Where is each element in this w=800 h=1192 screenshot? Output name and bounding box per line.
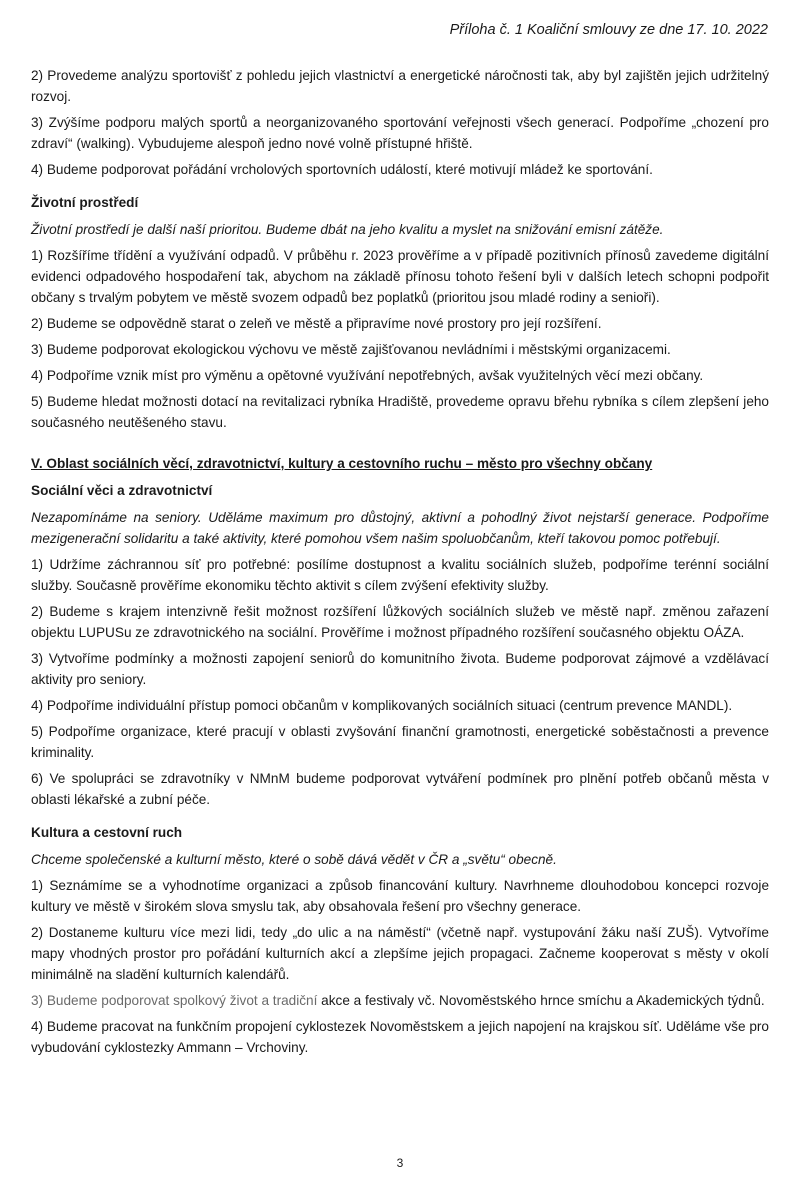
document-body <box>31 65 769 1063</box>
social-intro: Nezapomínáme na seniory. Uděláme maximum pro důstojný, aktivní a pohodlný život nejstarší generace. Podpoříme mezigenerační solidaritu a také aktivity, které pomohou všem našim spoluobčanům, kteří takovou pomoc potřebují. <box>31 510 769 546</box>
social-item-3: 3) Vytvoříme podmínky a možnosti zapojení seniorů do komunitního života. Budeme podporovat zájmové a vzdělávací aktivity pro seniory. <box>31 651 769 687</box>
culture-heading: Kultura a cestovní ruch <box>31 825 183 840</box>
sport-item-4: 4) Budeme podporovat pořádání vrcholových sportovních událostí, které motivují mládež ke sportování. <box>31 162 653 177</box>
culture-item-3-gray-text: 3) Budeme podporovat spolkový život a tradiční <box>31 993 318 1008</box>
social-heading: Sociální věci a zdravotnictví <box>31 483 213 498</box>
section-title: V. Oblast sociálních věcí, zdravotnictví, kultury a cestovního ruchu – město pro všechny občany <box>31 456 653 471</box>
env-item-4: 4) Podpoříme vznik míst pro výměnu a opětovné využívání nepotřebných, avšak využitelných věcí mezi občany. <box>31 368 704 383</box>
social-item-2: 2) Budeme s krajem intenzivně řešit možnost rozšíření lůžkových sociálních služeb ve městě např. změnou zařazení objektu LUPUSu ze zdravotnického na sociální. Prověříme i možnost případného rozšíření současného objektu OÁZA. <box>31 604 769 640</box>
culture-intro: Chceme společenské a kulturní město, které o sobě dává vědět v ČR a „světu“ obecně. <box>31 852 557 867</box>
env-item-1: 1) Rozšíříme třídění a využívání odpadů. V průběhu r. 2023 prověříme a v případě pozitivních přínosů zavedeme digitální evidenci odpadového hospodaření tak, abychom na základě přínosu tohoto řešení byli v dalších letech schopni podpořit občany s trvalým pobytem ve městě svozem odpadů bez poplatků (prioritou jsou mladé rodiny a senioři). <box>31 248 769 305</box>
sport-item-3: 3) Zvýšíme podporu malých sportů a neorganizovaného sportování veřejnosti všech generací. Podpoříme „chození pro zdraví“ (walking). Vybudujeme alespoň jedno nové volně přístupné hřiště. <box>31 115 769 151</box>
env-item-2: 2) Budeme se odpovědně starat o zeleň ve městě a připravíme nové prostory pro její rozšíření. <box>31 316 602 331</box>
env-heading: Životní prostředí <box>31 195 139 210</box>
social-item-5: 5) Podpoříme organizace, které pracují v oblasti zvyšování finanční gramotnosti, energetické soběstačnosti a prevence kriminality. <box>31 724 769 760</box>
social-item-4: 4) Podpoříme individuální přístup pomoci občanům v komplikovaných sociálních situaci (centrum prevence MANDL). <box>31 698 733 713</box>
env-intro: Životní prostředí je další naší prioritou. Budeme dbát na jeho kvalitu a myslet na snižování emisní zátěže. <box>31 222 664 237</box>
culture-item-3 <box>31 990 769 1011</box>
culture-item-1: 1) Seznámíme se a vyhodnotíme organizaci a způsob financování kultury. Navrhneme dlouhodobou koncepci rozvoje kultury ve městě v širokém slova smyslu tak, aby obsahovala řešení pro všechny generace. <box>31 878 769 914</box>
culture-item-4: 4) Budeme pracovat na funkčním propojení cyklostezek Novoměstskem a jejich napojení na krajskou síť. Uděláme vše pro vybudování cyklostezky Ammann – Vrchoviny. <box>31 1019 769 1055</box>
env-item-5: 5) Budeme hledat možnosti dotací na revitalizaci rybníka Hradiště, provedeme opravu břehu rybníka s cílem zlepšení jeho současného neutěšeného stavu. <box>31 394 769 430</box>
env-item-3: 3) Budeme podporovat ekologickou výchovu ve městě zajišťovanou nevládními i městskými organizacemi. <box>31 342 671 357</box>
page-header: Příloha č. 1 Koaliční smlouvy ze dne 17. 10. 2022 <box>449 22 768 38</box>
social-item-6: 6) Ve spolupráci se zdravotníky v NMnM budeme podporovat vytváření podmínek pro plnění potřeb občanů města v oblasti lékařské a zubní péče. <box>31 771 769 807</box>
culture-item-3-text: akce a festivaly vč. Novoměstského hrnce smíchu a Akademických týdnů. <box>317 993 765 1008</box>
sport-item-2: 2) Provedeme analýzu sportovišť z pohledu jejich vlastnictví a energetické náročnosti tak, aby byl zajištěn jejich udržitelný rozvoj. <box>31 68 769 104</box>
culture-item-2: 2) Dostaneme kulturu více mezi lidi, tedy „do ulic a na náměstí“ (včetně např. vystupování žáku naší ZUŠ). Vytvoříme mapy vhodných prostor pro pořádání kulturních akcí a zlepšíme jejich propagaci. Začneme kooperovat s městy v okolí minimálně na sladění kulturních kalendářů. <box>31 925 769 982</box>
social-item-1: 1) Udržíme záchrannou síť pro potřebné: posílíme dostupnost a kvalitu sociálních služeb, podpoříme terénní sociální služby. Současně prověříme ekonomiku těchto aktivit s cílem zvýšení efektivity služby. <box>31 557 769 593</box>
page-number: 3 <box>396 1156 404 1170</box>
